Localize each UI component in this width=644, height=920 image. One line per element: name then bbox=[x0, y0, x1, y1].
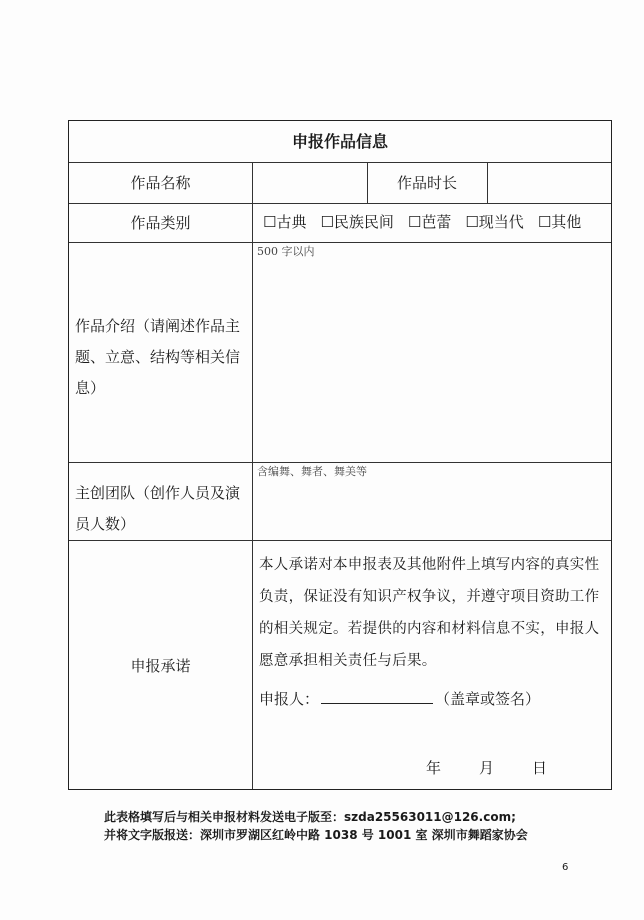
work-name-label: 作品名称 bbox=[130, 174, 191, 192]
page-number: 6 bbox=[562, 862, 569, 873]
team-field[interactable] bbox=[253, 481, 611, 539]
category-label: 作品类别 bbox=[130, 214, 191, 232]
application-form-table bbox=[68, 120, 612, 790]
date-year: 年 bbox=[426, 759, 442, 777]
category-classical-checkbox[interactable]: ☐古典 bbox=[263, 213, 307, 231]
applicant-label: 申报人： bbox=[259, 690, 320, 708]
form-title: 申报作品信息 bbox=[291, 132, 388, 151]
applicant-signature-field[interactable] bbox=[321, 689, 433, 704]
duration-label: 作品时长 bbox=[396, 174, 457, 192]
category-other-checkbox[interactable]: ☐其他 bbox=[537, 213, 582, 231]
footer-line-2: 并将文字版报送：深圳市罗湖区红岭中路 1038 号 1001 室 深圳市舞蹈家协会 bbox=[104, 828, 528, 842]
pledge-text: 本人承诺对本申报表及其他附件上填写内容的真实性负责，保证没有知识产权争议，并遵守项目资助工作的相关规定。若提供的内容和材料信息不实，申报人愿意承担相关责任与后果。 bbox=[259, 557, 600, 669]
date-day: 日 bbox=[532, 759, 548, 777]
applicant-signature-row bbox=[259, 689, 540, 707]
date-month: 月 bbox=[479, 759, 495, 777]
seal-note: （盖章或签名） bbox=[435, 690, 541, 708]
category-contemporary-checkbox[interactable]: ☐现当代 bbox=[465, 213, 524, 231]
intro-field[interactable] bbox=[253, 261, 611, 461]
date-row bbox=[426, 761, 547, 776]
category-folk-checkbox[interactable]: ☐民族民间 bbox=[320, 213, 394, 231]
team-label: 主创团队（创作人员及演员人数） bbox=[75, 484, 241, 533]
intro-label: 作品介绍（请阐述作品主题、立意、结构等相关信息） bbox=[75, 317, 241, 397]
duration-field[interactable] bbox=[488, 167, 610, 199]
team-hint: 含编舞、舞者、舞美等 bbox=[257, 465, 367, 478]
intro-hint: 500 字以内 bbox=[257, 245, 315, 258]
category-ballet-checkbox[interactable]: ☐芭蕾 bbox=[407, 213, 452, 231]
pledge-label: 申报承诺 bbox=[130, 657, 191, 675]
footer-line-1: 此表格填写后与相关申报材料发送电子版至：szda25563011@126.com; bbox=[104, 810, 516, 824]
category-options bbox=[263, 215, 581, 230]
work-name-field[interactable] bbox=[253, 167, 367, 199]
